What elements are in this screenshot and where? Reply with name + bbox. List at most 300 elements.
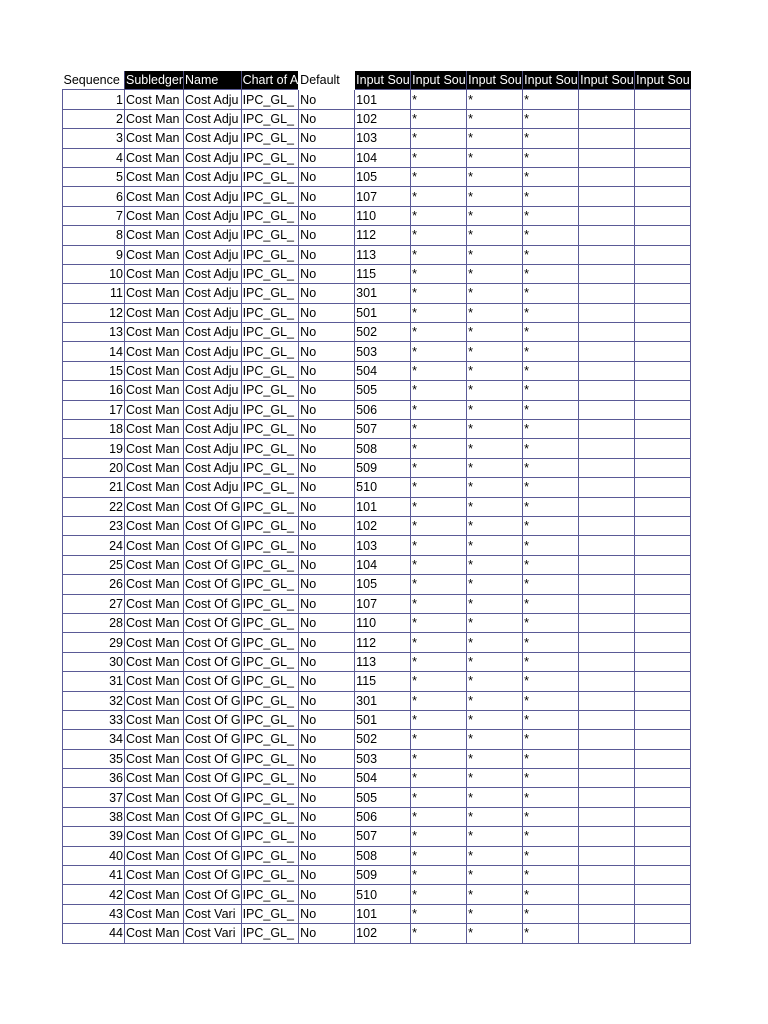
cell-chart-of-accounts[interactable]: IPC_GL_ xyxy=(241,342,299,361)
cell-sequence[interactable]: 18 xyxy=(63,420,125,439)
cell-input-source-5[interactable] xyxy=(579,866,635,885)
cell-input-source-4[interactable]: * xyxy=(523,555,579,574)
cell-chart-of-accounts[interactable]: IPC_GL_ xyxy=(241,885,299,904)
cell-input-source-2[interactable]: * xyxy=(411,478,467,497)
cell-input-source-2[interactable]: * xyxy=(411,342,467,361)
cell-sequence[interactable]: 44 xyxy=(63,924,125,943)
cell-input-source-3[interactable]: * xyxy=(467,90,523,109)
cell-subledger[interactable]: Cost Man xyxy=(125,769,184,788)
cell-input-source-4[interactable]: * xyxy=(523,885,579,904)
cell-sequence[interactable]: 34 xyxy=(63,730,125,749)
cell-input-source-6[interactable] xyxy=(635,167,691,186)
cell-chart-of-accounts[interactable]: IPC_GL_ xyxy=(241,245,299,264)
cell-default[interactable]: No xyxy=(299,613,355,632)
cell-input-source-4[interactable]: * xyxy=(523,652,579,671)
cell-default[interactable]: No xyxy=(299,846,355,865)
cell-input-source-1[interactable]: 502 xyxy=(355,323,411,342)
cell-sequence[interactable]: 5 xyxy=(63,167,125,186)
cell-name[interactable]: Cost Of G xyxy=(184,769,242,788)
cell-input-source-3[interactable]: * xyxy=(467,245,523,264)
cell-sequence[interactable]: 17 xyxy=(63,400,125,419)
cell-input-source-5[interactable] xyxy=(579,594,635,613)
cell-default[interactable]: No xyxy=(299,109,355,128)
cell-input-source-3[interactable]: * xyxy=(467,148,523,167)
cell-name[interactable]: Cost Adju xyxy=(184,245,242,264)
cell-sequence[interactable]: 43 xyxy=(63,904,125,923)
cell-subledger[interactable]: Cost Man xyxy=(125,633,184,652)
cell-input-source-6[interactable] xyxy=(635,109,691,128)
cell-default[interactable]: No xyxy=(299,769,355,788)
cell-name[interactable]: Cost Of G xyxy=(184,827,242,846)
cell-input-source-1[interactable]: 110 xyxy=(355,613,411,632)
cell-name[interactable]: Cost Adju xyxy=(184,284,242,303)
cell-default[interactable]: No xyxy=(299,633,355,652)
cell-chart-of-accounts[interactable]: IPC_GL_ xyxy=(241,187,299,206)
cell-input-source-6[interactable] xyxy=(635,264,691,283)
cell-input-source-1[interactable]: 101 xyxy=(355,90,411,109)
cell-subledger[interactable]: Cost Man xyxy=(125,323,184,342)
cell-input-source-6[interactable] xyxy=(635,788,691,807)
cell-default[interactable]: No xyxy=(299,90,355,109)
cell-chart-of-accounts[interactable]: IPC_GL_ xyxy=(241,730,299,749)
cell-input-source-5[interactable] xyxy=(579,652,635,671)
cell-default[interactable]: No xyxy=(299,788,355,807)
cell-subledger[interactable]: Cost Man xyxy=(125,827,184,846)
cell-sequence[interactable]: 37 xyxy=(63,788,125,807)
cell-input-source-1[interactable]: 102 xyxy=(355,109,411,128)
cell-input-source-4[interactable]: * xyxy=(523,187,579,206)
cell-default[interactable]: No xyxy=(299,516,355,535)
cell-input-source-2[interactable]: * xyxy=(411,749,467,768)
cell-input-source-5[interactable] xyxy=(579,148,635,167)
cell-input-source-1[interactable]: 112 xyxy=(355,633,411,652)
cell-default[interactable]: No xyxy=(299,536,355,555)
cell-name[interactable]: Cost Of G xyxy=(184,516,242,535)
cell-sequence[interactable]: 22 xyxy=(63,497,125,516)
cell-sequence[interactable]: 14 xyxy=(63,342,125,361)
cell-sequence[interactable]: 10 xyxy=(63,264,125,283)
cell-input-source-6[interactable] xyxy=(635,827,691,846)
cell-input-source-3[interactable]: * xyxy=(467,206,523,225)
cell-input-source-1[interactable]: 507 xyxy=(355,827,411,846)
cell-input-source-6[interactable] xyxy=(635,846,691,865)
cell-input-source-6[interactable] xyxy=(635,904,691,923)
cell-name[interactable]: Cost Adju xyxy=(184,342,242,361)
cell-default[interactable]: No xyxy=(299,245,355,264)
cell-input-source-4[interactable]: * xyxy=(523,400,579,419)
cell-subledger[interactable]: Cost Man xyxy=(125,652,184,671)
cell-input-source-6[interactable] xyxy=(635,129,691,148)
cell-input-source-3[interactable]: * xyxy=(467,594,523,613)
cell-name[interactable]: Cost Adju xyxy=(184,439,242,458)
cell-input-source-1[interactable]: 115 xyxy=(355,672,411,691)
cell-input-source-4[interactable]: * xyxy=(523,769,579,788)
cell-default[interactable]: No xyxy=(299,342,355,361)
cell-name[interactable]: Cost Adju xyxy=(184,90,242,109)
cell-chart-of-accounts[interactable]: IPC_GL_ xyxy=(241,710,299,729)
cell-input-source-4[interactable]: * xyxy=(523,284,579,303)
cell-subledger[interactable]: Cost Man xyxy=(125,400,184,419)
cell-sequence[interactable]: 41 xyxy=(63,866,125,885)
cell-chart-of-accounts[interactable]: IPC_GL_ xyxy=(241,807,299,826)
cell-input-source-2[interactable]: * xyxy=(411,361,467,380)
cell-input-source-1[interactable]: 508 xyxy=(355,439,411,458)
cell-input-source-2[interactable]: * xyxy=(411,90,467,109)
cell-input-source-3[interactable]: * xyxy=(467,633,523,652)
cell-input-source-5[interactable] xyxy=(579,226,635,245)
cell-name[interactable]: Cost Of G xyxy=(184,885,242,904)
cell-input-source-4[interactable]: * xyxy=(523,710,579,729)
cell-name[interactable]: Cost Adju xyxy=(184,167,242,186)
cell-default[interactable]: No xyxy=(299,497,355,516)
cell-chart-of-accounts[interactable]: IPC_GL_ xyxy=(241,439,299,458)
cell-chart-of-accounts[interactable]: IPC_GL_ xyxy=(241,400,299,419)
cell-input-source-1[interactable]: 101 xyxy=(355,904,411,923)
cell-input-source-3[interactable]: * xyxy=(467,516,523,535)
cell-input-source-6[interactable] xyxy=(635,381,691,400)
cell-input-source-1[interactable]: 504 xyxy=(355,361,411,380)
cell-chart-of-accounts[interactable]: IPC_GL_ xyxy=(241,90,299,109)
cell-subledger[interactable]: Cost Man xyxy=(125,807,184,826)
cell-input-source-2[interactable]: * xyxy=(411,904,467,923)
cell-subledger[interactable]: Cost Man xyxy=(125,458,184,477)
cell-input-source-2[interactable]: * xyxy=(411,827,467,846)
cell-input-source-1[interactable]: 107 xyxy=(355,187,411,206)
column-header-input-source-3[interactable]: Input Sou xyxy=(467,71,523,90)
cell-input-source-1[interactable]: 301 xyxy=(355,691,411,710)
cell-input-source-3[interactable]: * xyxy=(467,652,523,671)
cell-input-source-4[interactable]: * xyxy=(523,846,579,865)
cell-input-source-4[interactable]: * xyxy=(523,148,579,167)
cell-default[interactable]: No xyxy=(299,381,355,400)
cell-input-source-1[interactable]: 103 xyxy=(355,536,411,555)
cell-input-source-1[interactable]: 503 xyxy=(355,342,411,361)
cell-input-source-1[interactable]: 104 xyxy=(355,148,411,167)
cell-chart-of-accounts[interactable]: IPC_GL_ xyxy=(241,478,299,497)
cell-input-source-2[interactable]: * xyxy=(411,303,467,322)
cell-input-source-3[interactable]: * xyxy=(467,749,523,768)
cell-input-source-6[interactable] xyxy=(635,575,691,594)
cell-input-source-3[interactable]: * xyxy=(467,420,523,439)
cell-input-source-1[interactable]: 510 xyxy=(355,885,411,904)
cell-input-source-2[interactable]: * xyxy=(411,866,467,885)
cell-input-source-5[interactable] xyxy=(579,672,635,691)
cell-sequence[interactable]: 35 xyxy=(63,749,125,768)
cell-subledger[interactable]: Cost Man xyxy=(125,866,184,885)
cell-input-source-2[interactable]: * xyxy=(411,206,467,225)
cell-subledger[interactable]: Cost Man xyxy=(125,613,184,632)
cell-sequence[interactable]: 23 xyxy=(63,516,125,535)
cell-name[interactable]: Cost Of G xyxy=(184,613,242,632)
cell-input-source-1[interactable]: 501 xyxy=(355,303,411,322)
cell-name[interactable]: Cost Of G xyxy=(184,710,242,729)
cell-chart-of-accounts[interactable]: IPC_GL_ xyxy=(241,206,299,225)
cell-input-source-5[interactable] xyxy=(579,730,635,749)
cell-input-source-1[interactable]: 510 xyxy=(355,478,411,497)
cell-chart-of-accounts[interactable]: IPC_GL_ xyxy=(241,613,299,632)
cell-input-source-5[interactable] xyxy=(579,400,635,419)
cell-input-source-5[interactable] xyxy=(579,924,635,943)
cell-input-source-5[interactable] xyxy=(579,478,635,497)
cell-default[interactable]: No xyxy=(299,187,355,206)
cell-chart-of-accounts[interactable]: IPC_GL_ xyxy=(241,536,299,555)
cell-input-source-2[interactable]: * xyxy=(411,691,467,710)
cell-input-source-2[interactable]: * xyxy=(411,710,467,729)
cell-input-source-5[interactable] xyxy=(579,846,635,865)
cell-name[interactable]: Cost Adju xyxy=(184,478,242,497)
cell-input-source-5[interactable] xyxy=(579,129,635,148)
cell-subledger[interactable]: Cost Man xyxy=(125,361,184,380)
cell-input-source-3[interactable]: * xyxy=(467,924,523,943)
cell-default[interactable]: No xyxy=(299,672,355,691)
cell-input-source-4[interactable]: * xyxy=(523,342,579,361)
cell-chart-of-accounts[interactable]: IPC_GL_ xyxy=(241,226,299,245)
cell-input-source-5[interactable] xyxy=(579,361,635,380)
cell-input-source-5[interactable] xyxy=(579,516,635,535)
cell-sequence[interactable]: 11 xyxy=(63,284,125,303)
cell-input-source-6[interactable] xyxy=(635,361,691,380)
cell-input-source-4[interactable]: * xyxy=(523,361,579,380)
cell-input-source-6[interactable] xyxy=(635,458,691,477)
cell-sequence[interactable]: 6 xyxy=(63,187,125,206)
cell-input-source-1[interactable]: 503 xyxy=(355,749,411,768)
cell-subledger[interactable]: Cost Man xyxy=(125,730,184,749)
cell-input-source-5[interactable] xyxy=(579,381,635,400)
cell-sequence[interactable]: 19 xyxy=(63,439,125,458)
cell-input-source-4[interactable]: * xyxy=(523,245,579,264)
cell-input-source-6[interactable] xyxy=(635,652,691,671)
cell-input-source-3[interactable]: * xyxy=(467,361,523,380)
cell-subledger[interactable]: Cost Man xyxy=(125,148,184,167)
cell-default[interactable]: No xyxy=(299,206,355,225)
cell-input-source-6[interactable] xyxy=(635,807,691,826)
cell-input-source-4[interactable]: * xyxy=(523,167,579,186)
cell-default[interactable]: No xyxy=(299,691,355,710)
cell-name[interactable]: Cost Adju xyxy=(184,187,242,206)
cell-input-source-1[interactable]: 101 xyxy=(355,497,411,516)
cell-input-source-3[interactable]: * xyxy=(467,129,523,148)
cell-sequence[interactable]: 39 xyxy=(63,827,125,846)
cell-input-source-4[interactable]: * xyxy=(523,807,579,826)
cell-input-source-2[interactable]: * xyxy=(411,555,467,574)
cell-input-source-2[interactable]: * xyxy=(411,536,467,555)
cell-input-source-2[interactable]: * xyxy=(411,652,467,671)
cell-input-source-2[interactable]: * xyxy=(411,924,467,943)
cell-input-source-3[interactable]: * xyxy=(467,439,523,458)
cell-sequence[interactable]: 24 xyxy=(63,536,125,555)
cell-input-source-3[interactable]: * xyxy=(467,536,523,555)
column-header-chart-of-accounts[interactable]: Chart of A xyxy=(241,71,299,90)
cell-input-source-6[interactable] xyxy=(635,594,691,613)
cell-sequence[interactable]: 28 xyxy=(63,613,125,632)
cell-sequence[interactable]: 1 xyxy=(63,90,125,109)
cell-input-source-5[interactable] xyxy=(579,633,635,652)
cell-sequence[interactable]: 36 xyxy=(63,769,125,788)
column-header-subledger[interactable]: Subledger xyxy=(125,71,184,90)
cell-default[interactable]: No xyxy=(299,226,355,245)
cell-input-source-2[interactable]: * xyxy=(411,439,467,458)
cell-sequence[interactable]: 13 xyxy=(63,323,125,342)
cell-chart-of-accounts[interactable]: IPC_GL_ xyxy=(241,109,299,128)
cell-name[interactable]: Cost Of G xyxy=(184,575,242,594)
cell-input-source-5[interactable] xyxy=(579,90,635,109)
cell-subledger[interactable]: Cost Man xyxy=(125,167,184,186)
cell-sequence[interactable]: 33 xyxy=(63,710,125,729)
cell-sequence[interactable]: 42 xyxy=(63,885,125,904)
cell-input-source-1[interactable]: 102 xyxy=(355,516,411,535)
cell-default[interactable]: No xyxy=(299,885,355,904)
cell-sequence[interactable]: 4 xyxy=(63,148,125,167)
cell-name[interactable]: Cost Adju xyxy=(184,109,242,128)
cell-input-source-2[interactable]: * xyxy=(411,769,467,788)
cell-input-source-4[interactable]: * xyxy=(523,730,579,749)
cell-input-source-6[interactable] xyxy=(635,206,691,225)
cell-subledger[interactable]: Cost Man xyxy=(125,90,184,109)
cell-input-source-5[interactable] xyxy=(579,458,635,477)
cell-chart-of-accounts[interactable]: IPC_GL_ xyxy=(241,846,299,865)
cell-input-source-3[interactable]: * xyxy=(467,226,523,245)
column-header-input-source-1[interactable]: Input Sou xyxy=(355,71,411,90)
cell-name[interactable]: Cost Adju xyxy=(184,129,242,148)
cell-sequence[interactable]: 30 xyxy=(63,652,125,671)
cell-input-source-4[interactable]: * xyxy=(523,827,579,846)
cell-input-source-4[interactable]: * xyxy=(523,866,579,885)
cell-default[interactable]: No xyxy=(299,148,355,167)
cell-subledger[interactable]: Cost Man xyxy=(125,516,184,535)
cell-name[interactable]: Cost Of G xyxy=(184,497,242,516)
cell-input-source-3[interactable]: * xyxy=(467,613,523,632)
cell-input-source-2[interactable]: * xyxy=(411,109,467,128)
cell-input-source-5[interactable] xyxy=(579,167,635,186)
cell-input-source-1[interactable]: 107 xyxy=(355,594,411,613)
cell-input-source-5[interactable] xyxy=(579,885,635,904)
column-header-sequence[interactable]: Sequence xyxy=(63,71,125,90)
cell-chart-of-accounts[interactable]: IPC_GL_ xyxy=(241,691,299,710)
cell-input-source-1[interactable]: 508 xyxy=(355,846,411,865)
cell-subledger[interactable]: Cost Man xyxy=(125,245,184,264)
cell-input-source-6[interactable] xyxy=(635,516,691,535)
cell-name[interactable]: Cost Of G xyxy=(184,788,242,807)
cell-input-source-5[interactable] xyxy=(579,575,635,594)
cell-input-source-6[interactable] xyxy=(635,90,691,109)
cell-input-source-6[interactable] xyxy=(635,613,691,632)
cell-input-source-6[interactable] xyxy=(635,245,691,264)
cell-input-source-3[interactable]: * xyxy=(467,381,523,400)
cell-input-source-4[interactable]: * xyxy=(523,226,579,245)
cell-sequence[interactable]: 21 xyxy=(63,478,125,497)
cell-subledger[interactable]: Cost Man xyxy=(125,904,184,923)
cell-name[interactable]: Cost Vari xyxy=(184,904,242,923)
cell-input-source-6[interactable] xyxy=(635,633,691,652)
cell-name[interactable]: Cost Adju xyxy=(184,226,242,245)
cell-chart-of-accounts[interactable]: IPC_GL_ xyxy=(241,361,299,380)
cell-subledger[interactable]: Cost Man xyxy=(125,303,184,322)
column-header-input-source-2[interactable]: Input Sou xyxy=(411,71,467,90)
cell-default[interactable]: No xyxy=(299,400,355,419)
cell-name[interactable]: Cost Of G xyxy=(184,652,242,671)
cell-sequence[interactable]: 27 xyxy=(63,594,125,613)
cell-default[interactable]: No xyxy=(299,575,355,594)
cell-default[interactable]: No xyxy=(299,866,355,885)
cell-chart-of-accounts[interactable]: IPC_GL_ xyxy=(241,788,299,807)
cell-input-source-6[interactable] xyxy=(635,342,691,361)
cell-input-source-6[interactable] xyxy=(635,497,691,516)
cell-input-source-5[interactable] xyxy=(579,904,635,923)
cell-input-source-3[interactable]: * xyxy=(467,458,523,477)
cell-chart-of-accounts[interactable]: IPC_GL_ xyxy=(241,555,299,574)
cell-default[interactable]: No xyxy=(299,439,355,458)
cell-input-source-3[interactable]: * xyxy=(467,478,523,497)
cell-input-source-5[interactable] xyxy=(579,555,635,574)
cell-input-source-4[interactable]: * xyxy=(523,206,579,225)
cell-name[interactable]: Cost Of G xyxy=(184,749,242,768)
cell-input-source-4[interactable]: * xyxy=(523,420,579,439)
cell-subledger[interactable]: Cost Man xyxy=(125,439,184,458)
cell-sequence[interactable]: 16 xyxy=(63,381,125,400)
cell-input-source-3[interactable]: * xyxy=(467,497,523,516)
cell-sequence[interactable]: 40 xyxy=(63,846,125,865)
cell-subledger[interactable]: Cost Man xyxy=(125,885,184,904)
cell-input-source-4[interactable]: * xyxy=(523,439,579,458)
cell-input-source-1[interactable]: 113 xyxy=(355,245,411,264)
cell-input-source-3[interactable]: * xyxy=(467,323,523,342)
cell-input-source-6[interactable] xyxy=(635,885,691,904)
cell-input-source-2[interactable]: * xyxy=(411,633,467,652)
cell-input-source-6[interactable] xyxy=(635,769,691,788)
cell-input-source-2[interactable]: * xyxy=(411,575,467,594)
cell-subledger[interactable]: Cost Man xyxy=(125,710,184,729)
cell-input-source-6[interactable] xyxy=(635,187,691,206)
cell-input-source-4[interactable]: * xyxy=(523,924,579,943)
cell-input-source-5[interactable] xyxy=(579,109,635,128)
cell-input-source-5[interactable] xyxy=(579,284,635,303)
cell-input-source-2[interactable]: * xyxy=(411,323,467,342)
cell-subledger[interactable]: Cost Man xyxy=(125,788,184,807)
cell-input-source-1[interactable]: 113 xyxy=(355,652,411,671)
cell-input-source-3[interactable]: * xyxy=(467,342,523,361)
cell-input-source-5[interactable] xyxy=(579,827,635,846)
cell-input-source-2[interactable]: * xyxy=(411,226,467,245)
cell-default[interactable]: No xyxy=(299,827,355,846)
cell-input-source-1[interactable]: 505 xyxy=(355,381,411,400)
cell-input-source-4[interactable]: * xyxy=(523,323,579,342)
cell-input-source-2[interactable]: * xyxy=(411,264,467,283)
cell-subledger[interactable]: Cost Man xyxy=(125,284,184,303)
cell-input-source-2[interactable]: * xyxy=(411,284,467,303)
cell-input-source-3[interactable]: * xyxy=(467,555,523,574)
cell-input-source-4[interactable]: * xyxy=(523,575,579,594)
cell-input-source-4[interactable]: * xyxy=(523,381,579,400)
cell-chart-of-accounts[interactable]: IPC_GL_ xyxy=(241,866,299,885)
cell-subledger[interactable]: Cost Man xyxy=(125,575,184,594)
cell-sequence[interactable]: 7 xyxy=(63,206,125,225)
cell-name[interactable]: Cost Vari xyxy=(184,924,242,943)
cell-input-source-1[interactable]: 110 xyxy=(355,206,411,225)
cell-input-source-5[interactable] xyxy=(579,264,635,283)
cell-input-source-1[interactable]: 507 xyxy=(355,420,411,439)
cell-input-source-2[interactable]: * xyxy=(411,730,467,749)
cell-input-source-1[interactable]: 506 xyxy=(355,400,411,419)
cell-input-source-2[interactable]: * xyxy=(411,594,467,613)
cell-subledger[interactable]: Cost Man xyxy=(125,594,184,613)
cell-sequence[interactable]: 3 xyxy=(63,129,125,148)
cell-subledger[interactable]: Cost Man xyxy=(125,478,184,497)
cell-input-source-3[interactable]: * xyxy=(467,866,523,885)
cell-name[interactable]: Cost Adju xyxy=(184,206,242,225)
cell-subledger[interactable]: Cost Man xyxy=(125,497,184,516)
cell-input-source-3[interactable]: * xyxy=(467,167,523,186)
cell-default[interactable]: No xyxy=(299,458,355,477)
